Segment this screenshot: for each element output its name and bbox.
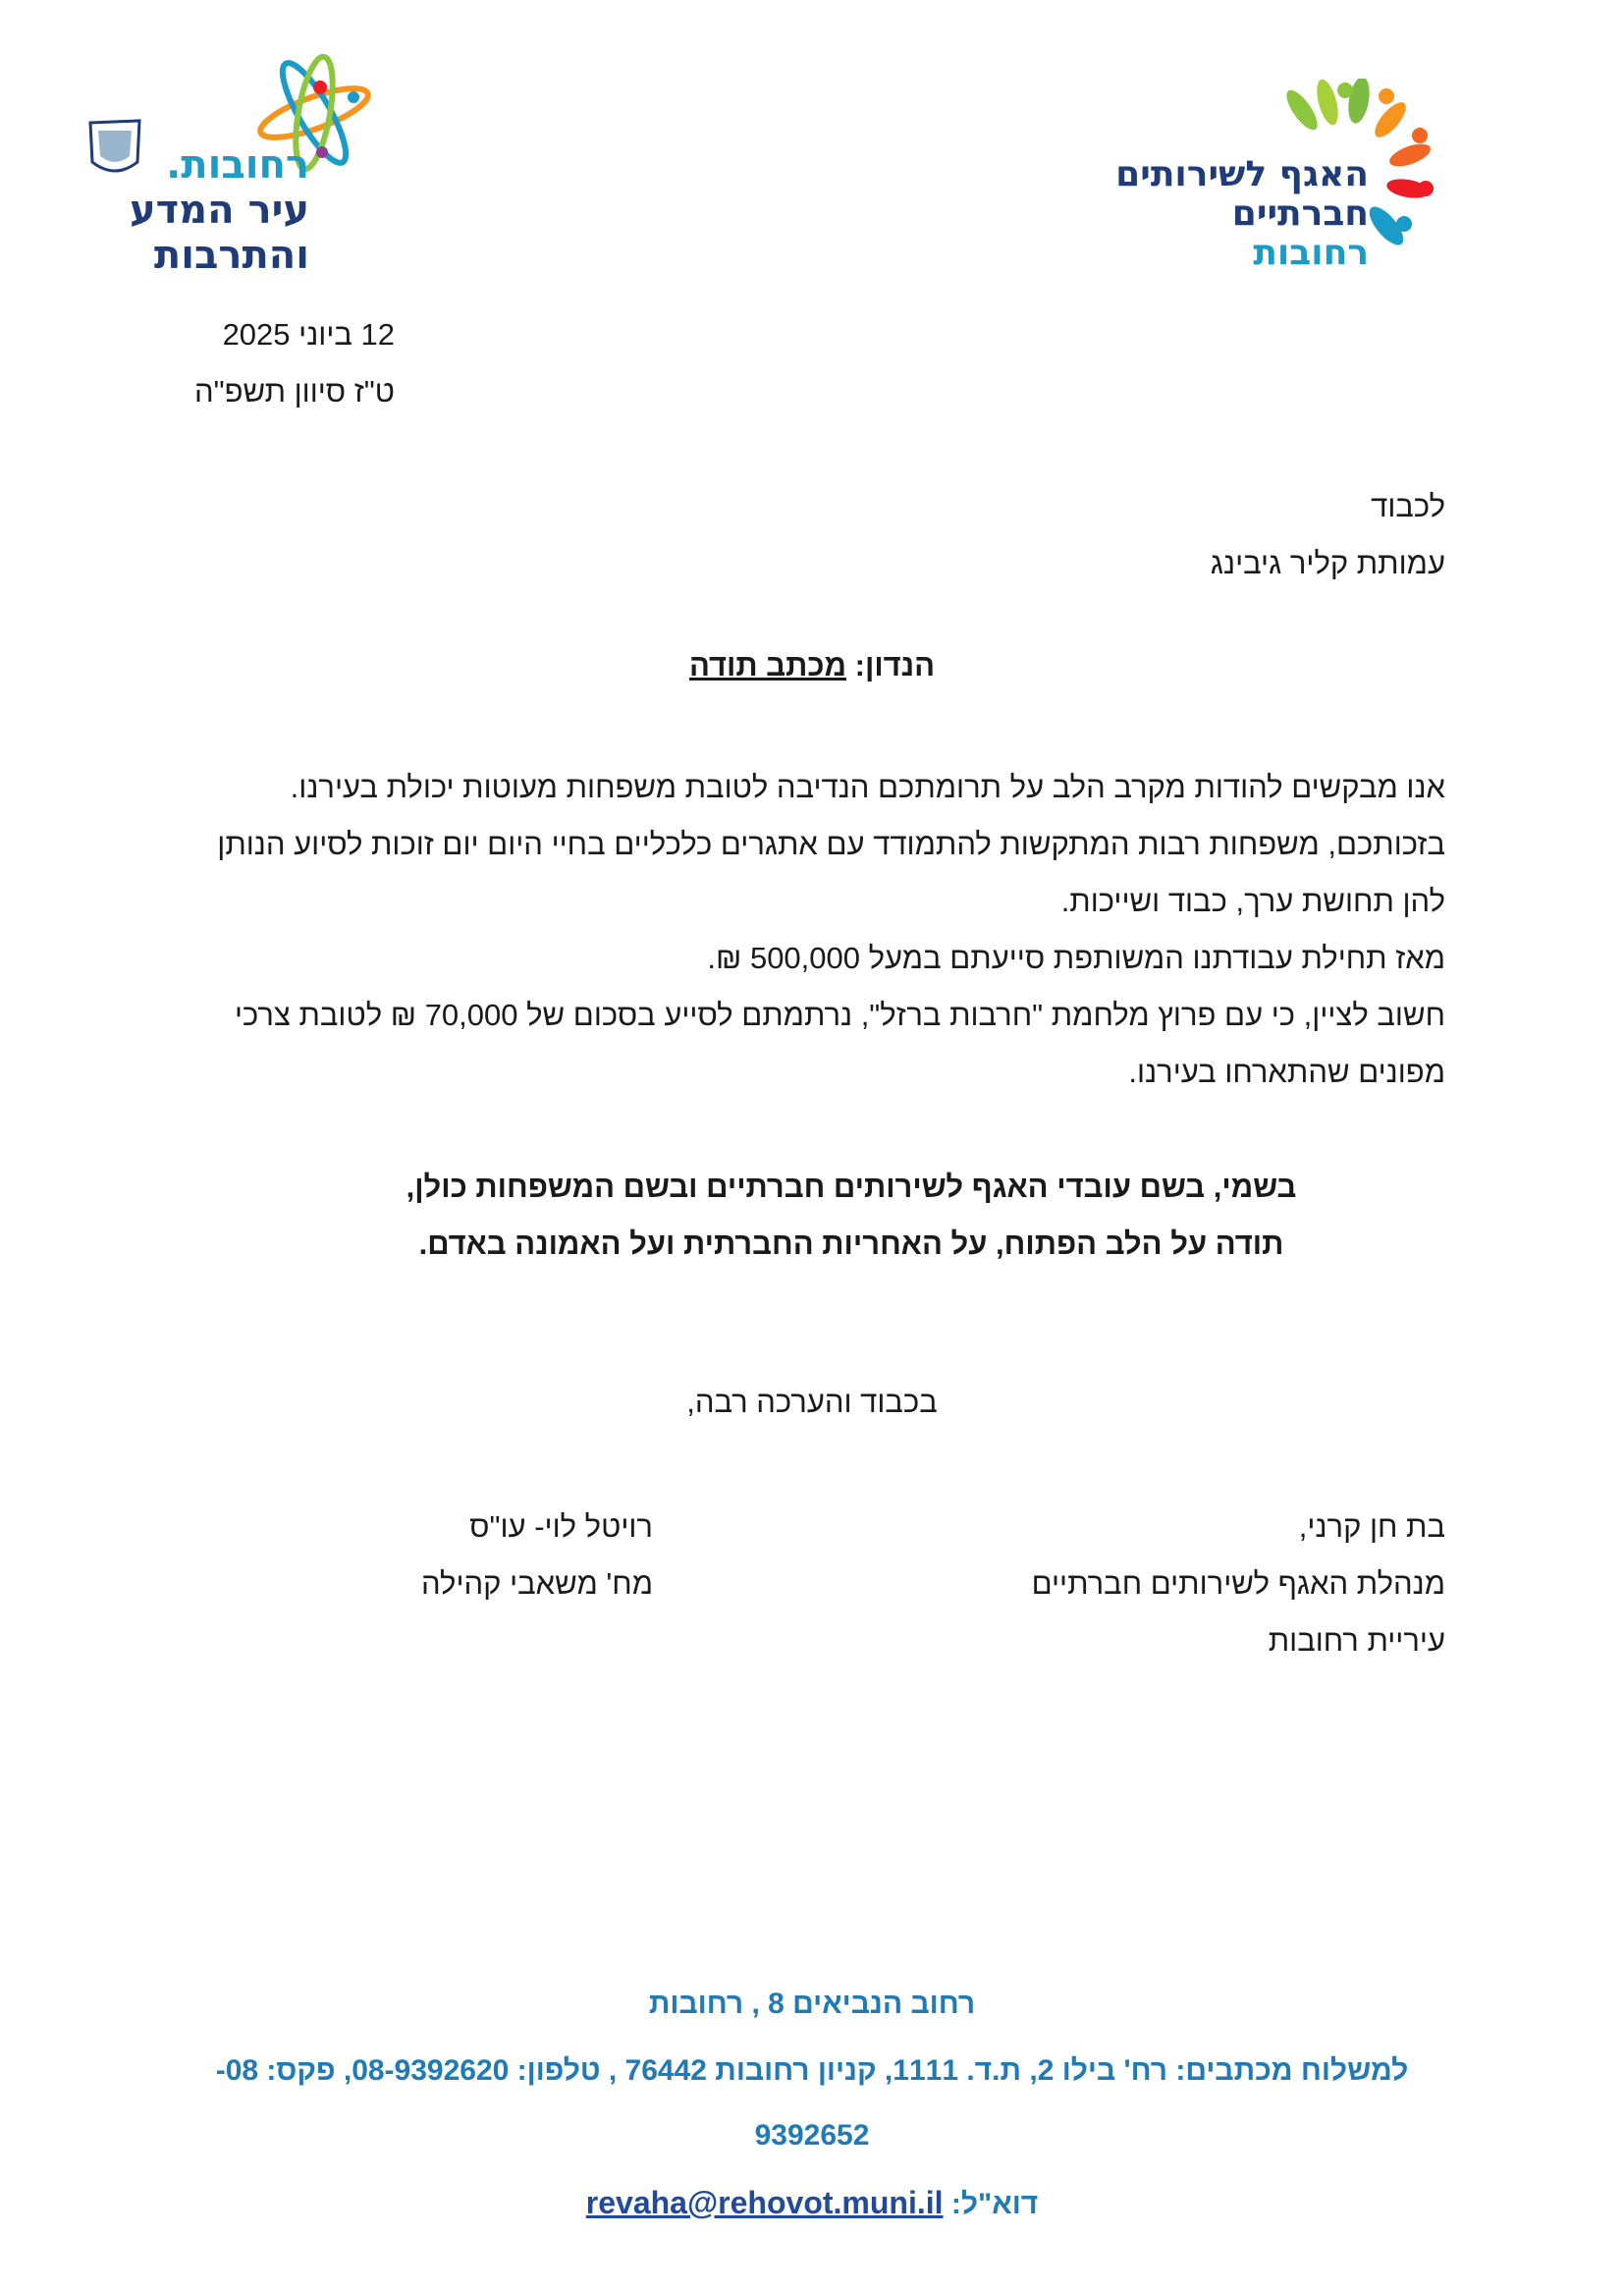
body-line: חשוב לציין, כי עם פרוץ מלחמת "חרבות ברזל", נרתמתם לסייע בסכום של 70,000 ₪ לטובת צרכי [234,998,1445,1032]
city-logo-line3: והתרבות [153,233,309,278]
addressee-name: עמותת קליר גיבינג [1210,546,1445,580]
gregorian-date: 12 ביוני 2025 [222,317,396,352]
signer-org: עיריית רחובות [1268,1623,1445,1658]
addressee-salutation: לכבוד [1371,489,1445,523]
social-logo-line2: חברתיים [1231,193,1369,234]
city-logo-line1: רחובות. [166,142,309,188]
hebrew-date: ט"ז סיוון תשפ"ה [194,374,396,409]
body-line: להן תחושת ערך, כבוד ושייכות. [1060,884,1445,918]
addressee-block [1211,478,1445,592]
social-services-logo [1074,79,1487,273]
letter-footer [0,1974,1624,2237]
closing-phrase [0,1385,1624,1420]
city-logo-line2: עיר המדע [129,188,309,233]
body-line: מאז תחילת עבודתנו המשותפת סייעתם במעל 500,000 ₪. [707,941,1445,975]
footer-email-line [0,2170,1624,2237]
letter-date [194,306,395,420]
signature-left [417,1499,653,1612]
footer-fax-continued: 9392652 [754,2119,870,2152]
letter-subject [0,648,1624,683]
signer-title: מח' משאבי קהילה [421,1566,653,1601]
subject-value: מכתב תודה [688,648,847,682]
signature-right [1032,1499,1445,1669]
closing-text: בכבוד והערכה רבה, [686,1385,938,1419]
signer-title: מנהלת האגף לשירותים חברתיים [1031,1566,1445,1601]
signer-name: בת חן קרני, [1298,1509,1445,1544]
thanks-block [0,1159,1624,1273]
thanks-line1: בשמי, בשם עובדי האגף לשירותים חברתיים ובשם המשפחות כולן, [406,1170,1297,1204]
footer-address: רחוב הנביאים 8 , רחובות [648,1988,976,2020]
email-link[interactable]: revaha@rehovot.muni.il [585,2185,944,2220]
body-line: אנו מבקשים להודות מקרב הלב על תרומתכם הנדיבה לטובת משפחות מעוטות יכולת בעירנו. [290,770,1445,804]
footer-mailing: למשלוח מכתבים: רח' בילו 2, ת.ד. 1111, קניון רחובות 76442 , טלפון: 08-9392620, פקס: 08- [215,2054,1409,2087]
social-logo-line3: רחובות [1253,233,1369,273]
subject-label: הנדון: [854,648,936,682]
thanks-line2: תודה על הלב הפתוח, על האחריות החברתית ועל האמונה באדם. [418,1227,1284,1261]
letter-body [189,759,1445,1101]
social-logo-line1: האגף לשירותים [1115,154,1369,194]
body-line: בזכותכם, משפחות רבות המתקשות להתמודד עם אתגרים כלכליים בחיי היום יום זוכות לסיוע הנותן [217,827,1445,861]
body-line: מפונים שהתארחו בעירנו. [1128,1055,1445,1089]
signer-name: רויטל לוי- עו"ס [469,1509,653,1544]
email-label: דוא"ל: [950,2188,1039,2220]
rehovot-city-logo [88,54,383,278]
